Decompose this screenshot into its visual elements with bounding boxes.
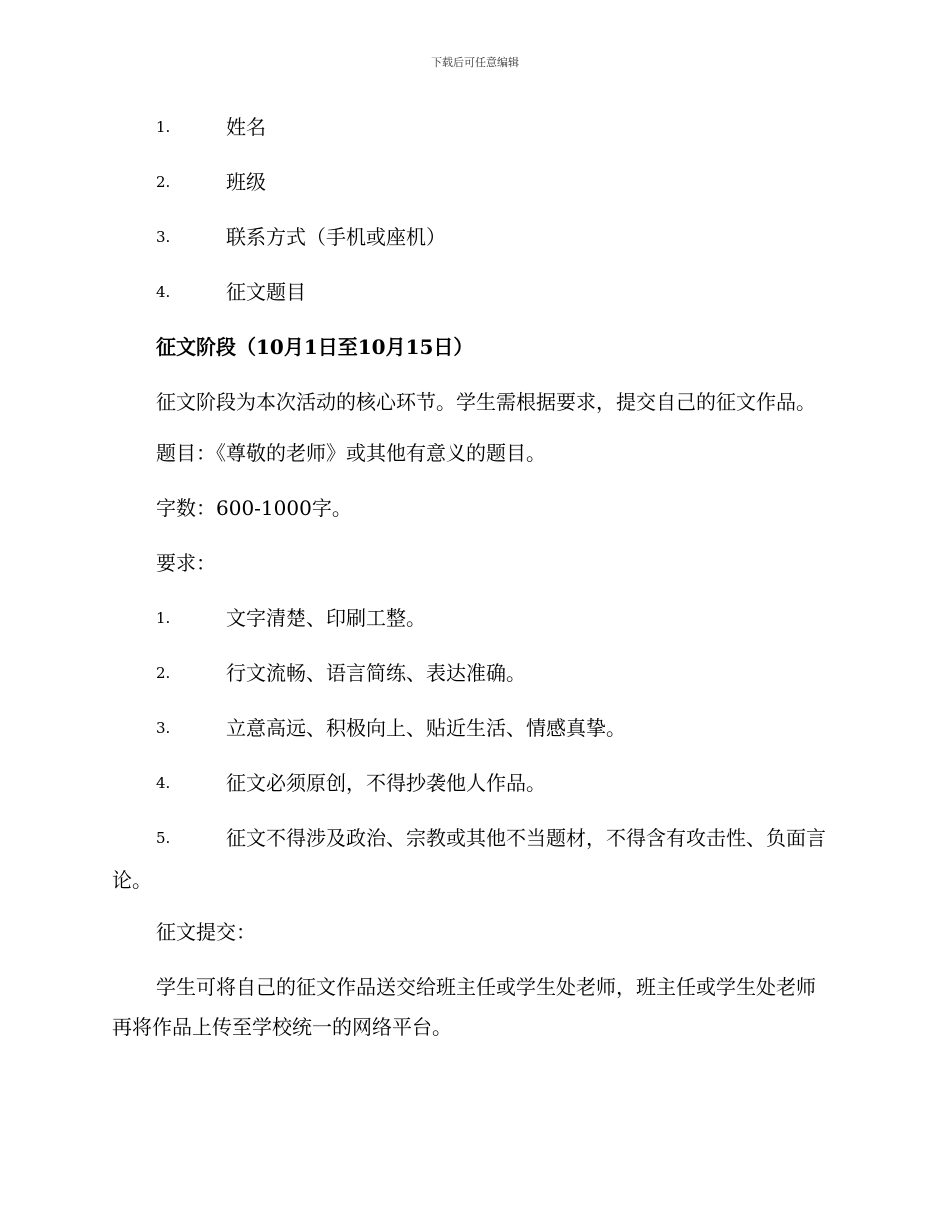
requirement-item <box>112 766 834 821</box>
word-count-line: 字数：600-1000字。 <box>156 496 352 520</box>
section-intro: 征文阶段为本次活动的核心环节。学生需根据要求，提交自己的征文作品。 <box>156 390 816 414</box>
list-text: 立意高远、积极向上、贴近生活、情感真挚。 <box>226 716 626 740</box>
list-text: 征文必须原创，不得抄袭他人作品。 <box>226 771 546 795</box>
list-number: 5. <box>156 829 171 847</box>
list-number: 1. <box>156 609 171 627</box>
info-list-item <box>112 110 834 165</box>
page-header-note: 下载后可任意编辑 <box>431 56 519 69</box>
essay-title-line: 题目：《尊敬的老师》或其他有意义的题目。 <box>156 441 546 465</box>
section-heading: 征文阶段（10月1日至10月15日） <box>156 335 474 359</box>
requirement-item <box>112 656 834 711</box>
requirements-label: 要求： <box>156 551 216 575</box>
document-body <box>112 110 834 1061</box>
requirement-item <box>112 817 834 901</box>
info-list-item <box>112 275 834 330</box>
requirement-item <box>112 601 834 656</box>
list-number: 4. <box>156 283 171 301</box>
list-text: 文字清楚、印刷工整。 <box>226 606 426 630</box>
list-text: 征文不得涉及政治、宗教或其他不当题材，不得含有攻击性、负面言论。 <box>112 826 826 892</box>
list-number: 1. <box>156 118 171 136</box>
list-number: 3. <box>156 719 171 737</box>
submission-text: 学生可将自己的征文作品送交给班主任或学生处老师，班主任或学生处老师再将作品上传至学校统一的网络平台。 <box>112 975 816 1039</box>
list-text: 姓名 <box>226 115 266 139</box>
list-text: 联系方式（手机或座机） <box>226 225 446 249</box>
list-number: 3. <box>156 228 171 246</box>
list-text: 征文题目 <box>226 280 306 304</box>
list-text: 班级 <box>226 170 266 194</box>
list-text: 行文流畅、语言简练、表达准确。 <box>226 661 526 685</box>
list-number: 2. <box>156 173 171 191</box>
list-number: 2. <box>156 664 171 682</box>
submission-label: 征文提交： <box>156 920 256 944</box>
requirement-item <box>112 711 834 766</box>
info-list-item <box>112 220 834 275</box>
list-number: 4. <box>156 774 171 792</box>
info-list-item <box>112 165 834 220</box>
